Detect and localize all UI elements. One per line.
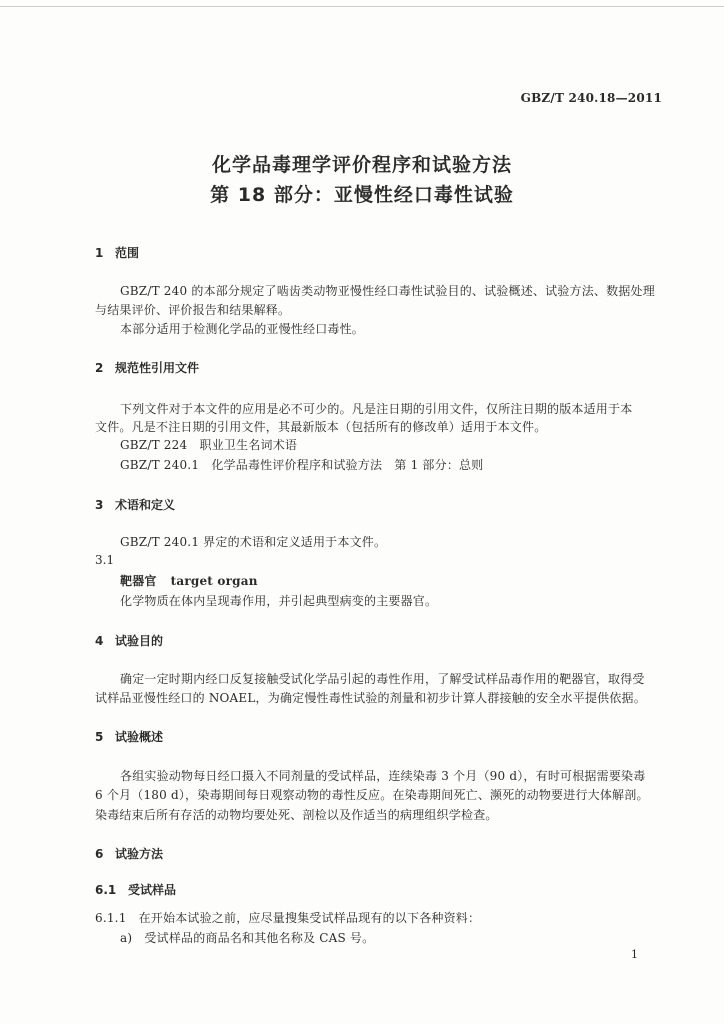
clause-3-1-number: 3.1 — [95, 553, 115, 567]
section-3-heading — [95, 496, 175, 513]
top-rule — [0, 6, 724, 7]
document-title-line2: 第 18 部分：亚慢性经口毒性试验 — [210, 184, 514, 206]
subsection-6-1-number: 6.1 — [95, 883, 117, 897]
section-4-paragraph-1-line-2: 试样品亚慢性经口的 NOAEL，为确定慢性毒性试验的剂量和初步计算人群接触的安全水平提供依据。 — [95, 691, 646, 705]
section-5-heading — [95, 728, 163, 745]
list-item-a: a) 受试样品的商品名和其他名称及 CAS 号。 — [120, 931, 375, 945]
clause-6-1-1-number: 6.1.1 — [95, 911, 127, 925]
term-chinese: 靶器官 — [120, 574, 157, 588]
section-2-number: 2 — [95, 361, 104, 375]
section-3-paragraph-1: GBZ/T 240.1 界定的术语和定义适用于本文件。 — [120, 535, 387, 549]
section-2-heading — [95, 359, 199, 376]
section-1-heading — [95, 244, 139, 261]
section-1-title: 范围 — [115, 246, 140, 260]
section-1-paragraph-2: 本部分适用于检测化学品的亚慢性经口毒性。 — [120, 322, 365, 336]
section-6-number: 6 — [95, 847, 104, 861]
section-3-title: 术语和定义 — [115, 498, 176, 512]
subsection-6-1-heading — [95, 881, 176, 898]
section-1-paragraph-1-line-1: GBZ/T 240 的本部分规定了啮齿类动物亚慢性经口毒性试验目的、试验概述、试验方法、数据处理 — [120, 284, 655, 298]
section-5-paragraph-1-line-2: 6 个月（180 d），染毒期间每日观察动物的毒性反应。在染毒期间死亡、濒死的动物要进行大体解剖。 — [95, 788, 649, 802]
term-english: target organ — [170, 574, 258, 588]
section-2-paragraph-1-line-1: 下列文件对于本文件的应用是必不可少的。凡是注日期的引用文件，仅所注日期的版本适用于本 — [120, 402, 633, 416]
section-5-number: 5 — [95, 730, 104, 744]
term-definition: 化学物质在体内呈现毒作用，并引起典型病变的主要器官。 — [120, 594, 438, 608]
section-4-heading — [95, 632, 163, 649]
page-number: 1 — [631, 948, 638, 961]
section-5-paragraph-1-line-3: 染毒结束后所有存活的动物均要处死、剖检以及作适当的病理组织学检查。 — [95, 808, 498, 822]
clause-6-1-1 — [95, 909, 480, 926]
section-3-number: 3 — [95, 498, 104, 512]
clause-6-1-1-text: 在开始本试验之前，应尽量搜集受试样品现有的以下各种资料： — [138, 911, 481, 925]
section-6-title: 试验方法 — [115, 847, 164, 861]
term-entry — [120, 572, 258, 589]
section-2-reference-2: GBZ/T 240.1 化学品毒性评价程序和试验方法 第 1 部分：总则 — [120, 458, 484, 472]
document-title-line1: 化学品毒理学评价程序和试验方法 — [211, 154, 512, 176]
section-6-heading — [95, 845, 163, 862]
section-4-title: 试验目的 — [115, 634, 164, 648]
section-5-title: 试验概述 — [115, 730, 164, 744]
section-2-title: 规范性引用文件 — [115, 361, 200, 375]
section-2-paragraph-1-line-2: 文件。凡是不注日期的引用文件，其最新版本（包括所有的修改单）适用于本文件。 — [95, 420, 547, 434]
section-1-paragraph-1-line-2: 与结果评价、评价报告和结果解释。 — [95, 303, 291, 317]
section-2-reference-1: GBZ/T 224 职业卫生名词术语 — [120, 438, 298, 452]
subsection-6-1-title: 受试样品 — [128, 883, 177, 897]
section-5-paragraph-1-line-1: 各组实验动物每日经口摄入不同剂量的受试样品，连续染毒 3 个月（90 d），有时可根据需要染毒 — [120, 769, 646, 783]
standard-code: GBZ/T 240.18—2011 — [520, 91, 662, 105]
section-1-number: 1 — [95, 246, 104, 260]
section-4-number: 4 — [95, 634, 104, 648]
section-4-paragraph-1-line-1: 确定一定时期内经口反复接触受试化学品引起的毒性作用，了解受试样品毒作用的靶器官，取得受 — [120, 672, 645, 686]
